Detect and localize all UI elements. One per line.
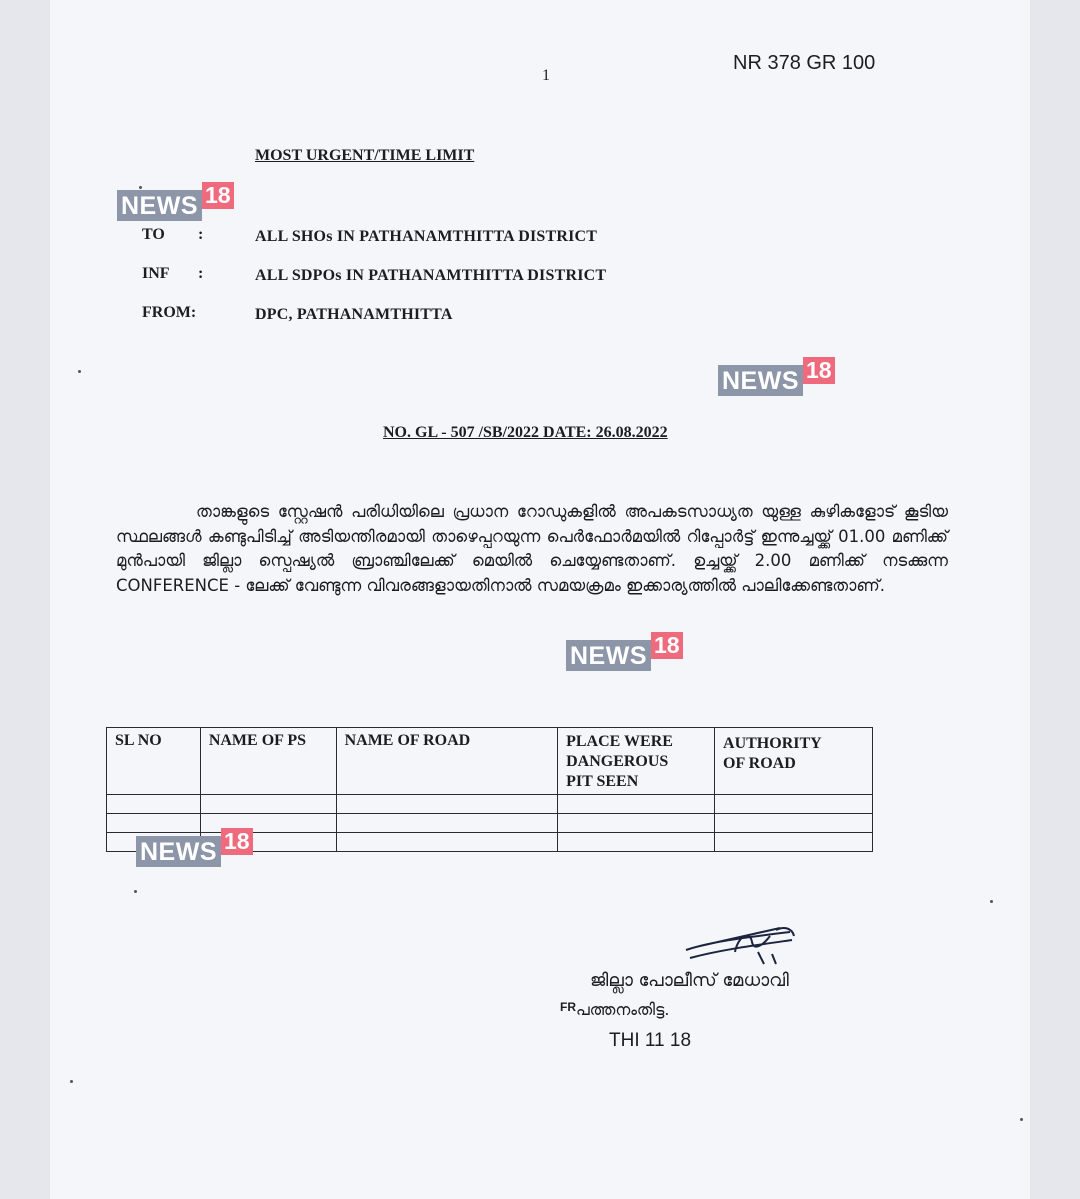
watermark-word: NEWS	[136, 836, 221, 867]
inf-value: ALL SDPOs IN PATHANAMTHITTA DISTRICT	[255, 267, 607, 284]
watermark-number: 18	[202, 182, 234, 209]
table-cell	[558, 833, 715, 852]
news18-watermark	[117, 182, 234, 221]
watermark-word: NEWS	[718, 365, 803, 396]
letter-body: താങ്കളുടെ സ്റ്റേഷൻ പരിധിയിലെ പ്രധാന റോഡുകളിൽ അപകടസാധ്യത യുള്ള കുഴികളോട് കൂടിയ സ്ഥലങ്ങൾ കണ്ടുപിടിച്ച് അടിയന്തിരമായി താഴെപ്പറയുന്ന പെർഫോർമയിൽ റിപ്പോർട്ട് ഇന്നുച്ചയ്ക്ക് 01.00 മണിക്ക് മുൻപായി ജില്ലാ സ്പെഷ്യൽ ബ്രാഞ്ചിലേക്ക് മെയിൽ ചെയ്യേണ്ടതാണ്. ഉച്ചയ്ക്ക് 2.00 മണിക്ക് നടക്കുന്ന CONFERENCE - ലേക്ക് വേണ്ടുന്ന വിവരങ്ങളായതിനാൽ സമയക്രമം ഇക്കാര്യത്തിൽ പാലിക്കേണ്ടതാണ്.	[116, 502, 948, 595]
watermark-number: 18	[803, 357, 835, 384]
page-number: 1	[542, 67, 550, 84]
paper-speck	[134, 890, 137, 893]
header-sl-no: SL NO	[107, 728, 201, 795]
table-cell	[558, 814, 715, 833]
document-page	[50, 0, 1030, 1199]
handwritten-note: THI 11 18	[609, 1030, 692, 1051]
reference-code: NR 378 GR 100	[733, 52, 876, 74]
signatory-title: ജില്ലാ പോലീസ് മേധാവി	[590, 970, 789, 991]
paper-speck	[139, 186, 142, 189]
table-cell	[200, 795, 336, 814]
table-cell	[336, 795, 558, 814]
watermark-number: 18	[221, 828, 253, 855]
place-name: പത്തനംതിട്ട.	[576, 1000, 670, 1019]
header-name-of-ps: NAME OF PS	[200, 728, 336, 795]
watermark-number: 18	[651, 632, 683, 659]
letter-number-date: NO. GL - 507 /SB/2022 DATE: 26.08.2022	[383, 424, 668, 441]
inf-colon: :	[198, 265, 204, 282]
table-cell	[715, 814, 873, 833]
table-cell	[107, 795, 201, 814]
news18-watermark	[566, 632, 683, 671]
watermark-word: NEWS	[117, 190, 202, 221]
header-authority-of-road: AUTHORITY OF ROAD	[715, 728, 873, 795]
watermark-word: NEWS	[566, 640, 651, 671]
to-colon: :	[198, 226, 204, 243]
news18-watermark	[718, 357, 835, 396]
table-cell	[558, 795, 715, 814]
paper-speck	[1020, 1118, 1023, 1121]
from-label: FROM:	[142, 304, 197, 321]
inf-label: INF	[142, 265, 170, 282]
signature-scribble	[680, 922, 805, 972]
table-cell	[715, 795, 873, 814]
header-name-of-road: NAME OF ROAD	[336, 728, 558, 795]
to-label: TO	[142, 226, 165, 243]
header-place-dangerous-pit: PLACE WERE DANGEROUS PIT SEEN	[558, 728, 715, 795]
paper-speck	[990, 900, 993, 903]
table-row	[107, 795, 873, 814]
table-cell	[336, 833, 558, 852]
paper-speck	[78, 370, 81, 373]
paper-speck	[70, 1080, 73, 1083]
table-cell	[336, 814, 558, 833]
table-header-row	[107, 728, 873, 795]
table-cell	[107, 814, 201, 833]
news18-watermark	[136, 828, 253, 867]
to-value: ALL SHOs IN PATHANAMTHITTA DISTRICT	[255, 228, 598, 245]
signatory-place	[560, 1000, 669, 1020]
priority-heading: MOST URGENT/TIME LIMIT	[255, 147, 475, 164]
signatory-initials: FR	[560, 1000, 576, 1014]
from-value: DPC, PATHANAMTHITTA	[255, 306, 453, 323]
table-cell	[715, 833, 873, 852]
